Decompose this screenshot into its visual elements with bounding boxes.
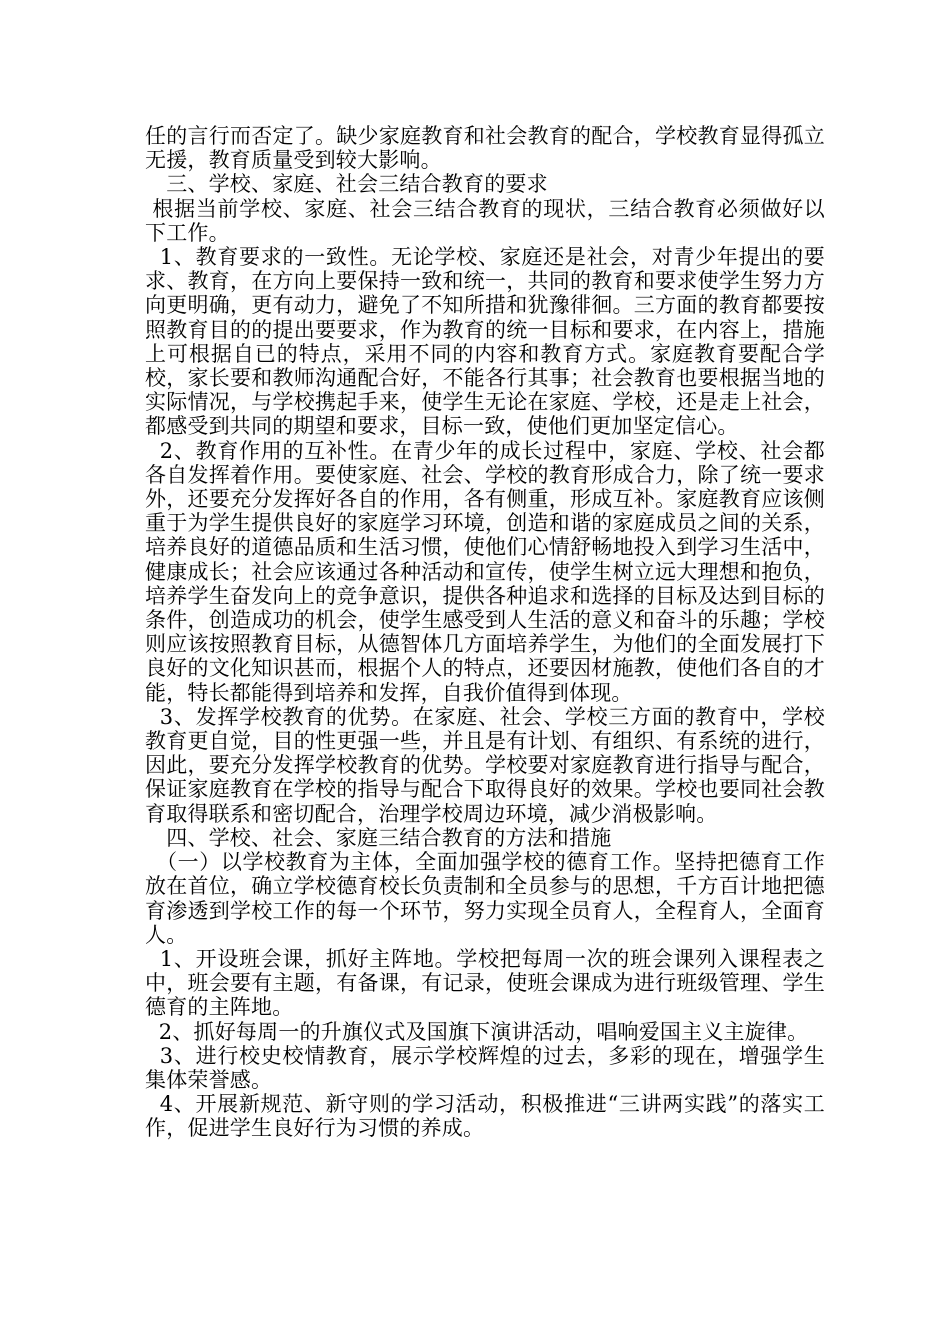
paragraph-item-3: 3、发挥学校教育的优势。在家庭、社会、学校三方面的教育中，学校教育更自觉，目的性更强一些，并且是有计划、有组织、有系统的进行，因此，要充分发挥学校教育的优势。学校要对家庭教育进行指导与配合，保证家庭教育在学校的指导与配合下取得良好的效果。学校也要同社会教育取得联系和密切配合，治理学校周边环境，减少消极影响。 — [145, 704, 825, 826]
paragraph-subsection-one: （一）以学校教育为主体，全面加强学校的德育工作。坚持把德育工作放在首位，确立学校德育校长负责制和全员参与的思想，千方百计地把德育渗透到学校工作的每一个环节，努力实现全员育人，全程育人，全面育人。 — [145, 850, 825, 947]
paragraph-item-2: 2、教育作用的互补性。在青少年的成长过程中，家庭、学校、社会都各自发挥着作用。要使家庭、社会、学校的教育形成合力，除了统一要求外，还要充分发挥好各自的作用，各有侧重，形成互补。家庭教育应该侧重于为学生提供良好的家庭学习环境，创造和谐的家庭成员之间的关系，培养良好的道德品质和生活习惯，使他们心情舒畅地投入到学习生活中，健康成长；社会应该通过各种活动和宣传，使学生树立远大理想和抱负，培养学生奋发向上的竞争意识，提供各种追求和选择的目标及达到目标的条件，创造成功的机会，使学生感受到人生活的意义和奋斗的乐趣；学校则应该按照教育目标，从德智体几方面培养学生，为他们的全面发展打下良好的文化知识甚而，根据个人的特点，还要因材施教，使他们各自的才能，特长都能得到培养和发挥，自我价值得到体现。 — [145, 438, 825, 705]
section-heading-four: 四、学校、社会、家庭三结合教育的方法和措施 — [145, 825, 612, 850]
paragraph-item-1: 1、教育要求的一致性。无论学校、家庭还是社会，对青少年提出的要求、教育，在方向上要保持一致和统一，共同的教育和要求使学生努力方向更明确，更有动力，避免了不知所措和犹豫徘徊。三方面的教育都要按照教育目的的提出要要求，作为教育的统一目标和要求，在内容上，措施上可根据自已的特点，采用不同的内容和教育方式。家庭教育要配合学校，家长要和教师沟通配合好，不能各行其事；社会教育也要根据当地的实际情况，与学校携起手来，使学生无论在家庭、学校，还是走上社会，都感受到共同的期望和要求，目标一致，使他们更加坚定信心。 — [145, 245, 825, 439]
paragraph-measure-2: 2、抓好每周一的升旗仪式及国旗下演讲活动，唱响爱国主义主旋律。 — [145, 1019, 809, 1044]
paragraph-measure-1: 1、开设班会课，抓好主阵地。学校把每周一次的班会课列入课程表之中，班会要有主题，有备课，有记录，使班会课成为进行班级管理、学生德育的主阵地。 — [145, 946, 825, 1020]
document-body — [145, 124, 825, 1141]
section-heading-three: 三、学校、家庭、社会三结合教育的要求 — [145, 172, 548, 197]
paragraph-intro: 根据当前学校、家庭、社会三结合教育的现状，三结合教育必须做好以下工作。 — [145, 196, 825, 245]
paragraph-continuation: 任的言行而否定了。缺少家庭教育和社会教育的配合，学校教育显得孤立无援，教育质量受到较大影响。 — [145, 124, 825, 173]
paragraph-measure-3: 3、进行校史校情教育，展示学校辉煌的过去，多彩的现在，增强学生集体荣誉感。 — [145, 1043, 825, 1092]
paragraph-measure-4: 4、开展新规范、新守则的学习活动，积极推进“三讲两实践”的落实工作，促进学生良好行为习惯的养成。 — [145, 1092, 825, 1141]
